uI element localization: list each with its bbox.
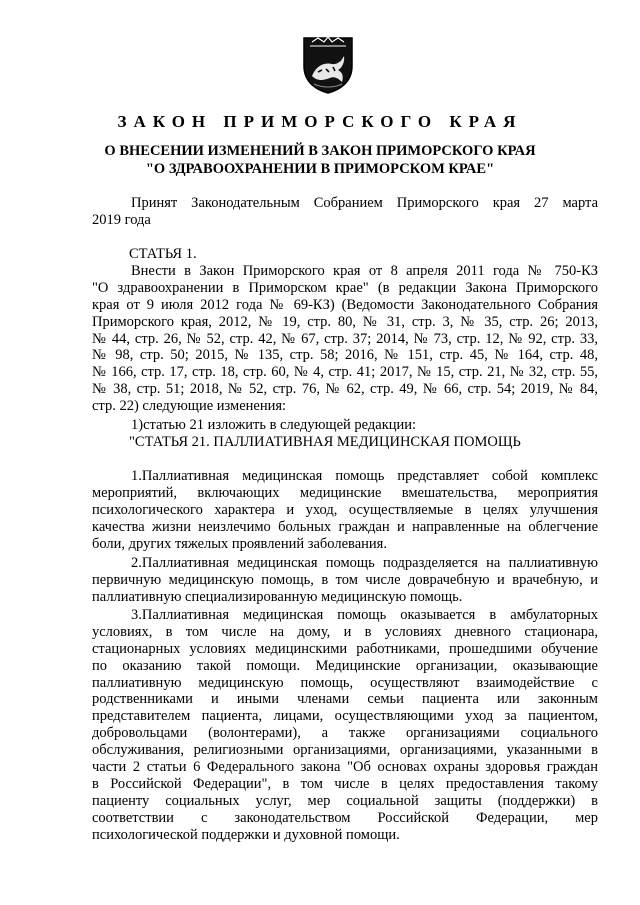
text-line: 2.Паллиативная медицинская помощь подразделяется на паллиативную bbox=[131, 555, 598, 571]
text-line: по оказанию такой помощи. Медицинские организации, оказывающие bbox=[92, 657, 598, 674]
text-line: Приморского края, 2012, № 19, стр. 80, № 31, стр. 3, № 35, стр. 26; 2013, bbox=[92, 313, 598, 330]
text-line: 3.Паллиативная медицинская помощь оказывается в амбулаторных bbox=[131, 607, 598, 623]
text-line: добровольцами (волонтерами), а также организациями социального bbox=[92, 725, 598, 742]
paragraph-1 bbox=[92, 468, 598, 552]
article-1-title: СТАТЬЯ 1. bbox=[129, 246, 197, 262]
text-line: психологической поддержки и духовной помощи. bbox=[92, 826, 400, 843]
law-subtitle-line-1: О ВНЕСЕНИИ ИЗМЕНЕНИЙ В ЗАКОН ПРИМОРСКОГО КРАЯ bbox=[104, 143, 536, 159]
text-line: качества жизни неизлечимо больных граждан и направленные на облегчение bbox=[92, 518, 598, 535]
adoption-line: Принят Законодательным Собранием Приморского края 27 марта bbox=[131, 195, 598, 211]
text-line: № 166, стр. 17, стр. 18, стр. 60, № 4, стр. 41; 2017, № 15, стр. 21, № 32, стр. 55, bbox=[92, 364, 598, 381]
text-line: Внести в Закон Приморского края от 8 апреля 2011 года № 750-КЗ bbox=[131, 263, 598, 279]
law-subtitle-line-2: "О ЗДРАВООХРАНЕНИИ В ПРИМОРСКОМ КРАЕ" bbox=[145, 161, 495, 177]
law-title: ЗАКОН ПРИМОРСКОГО КРАЯ bbox=[117, 112, 523, 131]
text-line: части 2 статьи 6 Федерального закона "Об основах охраны здоровья граждан bbox=[92, 759, 598, 776]
text-line: мероприятий, включающих медицинские вмешательства, мероприятия bbox=[92, 484, 598, 501]
text-line: края от 9 июля 2012 года № 69-КЗ) (Ведомости Законодательного Собрания bbox=[92, 296, 598, 313]
text-line: № 44, стр. 26, № 52, стр. 42, № 67, стр. 37; 2014, № 73, стр. 12, № 92, стр. 33, bbox=[92, 330, 598, 347]
text-line: в Российской Федерации", в том числе в целях предоставления такому bbox=[92, 775, 598, 792]
text-line: № 98, стр. 50; 2015, № 135, стр. 58; 2016, № 151, стр. 45, № 164, стр. 48, bbox=[92, 347, 598, 364]
item-1 bbox=[92, 417, 598, 434]
text-line: паллиативную специализированную медицинскую помощь. bbox=[92, 588, 463, 605]
article-1-body bbox=[92, 263, 598, 415]
text-line: 1.Паллиативная медицинская помощь представляет собой комплекс bbox=[131, 468, 598, 484]
adoption-note bbox=[92, 195, 598, 229]
text-line: родственниками и иными членами семьи пациента или законным bbox=[92, 691, 598, 708]
text-line: первичную медицинскую помощь, в том числе доврачебную и врачебную, и bbox=[92, 571, 598, 588]
text-line: представителем пациента, лицами, осуществляющими уход за пациентом, bbox=[92, 708, 598, 725]
text-line: стационарных условиях медицинскими работниками, прошедшими обучение bbox=[92, 640, 598, 657]
new-article-21-title: "СТАТЬЯ 21. ПАЛЛИАТИВНАЯ МЕДИЦИНСКАЯ ПОМОЩЬ bbox=[129, 434, 521, 450]
text-line: психологического характера и уход, осуществляемые в целях улучшения bbox=[92, 501, 598, 518]
text-line: № 38, стр. 51; 2018, № 52, стр. 76, № 62, стр. 49, № 66, стр. 54; 2019, № 84, bbox=[92, 381, 598, 398]
text-line: пациенту социальных услуг, мер социальной защиты (поддержки) в bbox=[92, 792, 598, 809]
coat-of-arms-icon bbox=[302, 36, 354, 94]
item-1-text: 1)статью 21 изложить в следующей редакции: bbox=[131, 417, 417, 433]
text-line: стр. 22) следующие изменения: bbox=[92, 398, 287, 415]
text-line: условиях, в том числе на дому, и в условиях дневного стационара, bbox=[92, 623, 598, 640]
text-line: "О здравоохранении в Приморском крае" (в редакции Закона Приморского bbox=[92, 279, 598, 296]
paragraph-3 bbox=[92, 607, 598, 843]
text-line: соответствии с законодательством Российской Федерации, мер bbox=[92, 809, 598, 826]
text-line: боли, других тяжелых проявлений заболевания. bbox=[92, 535, 387, 552]
adoption-line: 2019 года bbox=[92, 211, 151, 228]
text-line: паллиативную медицинскую помощь, осуществляют взаимодействие с bbox=[92, 674, 598, 691]
paragraph-2 bbox=[92, 555, 598, 606]
text-line: обслуживания, религиозными организациями, организациями, указанными в bbox=[92, 742, 598, 759]
